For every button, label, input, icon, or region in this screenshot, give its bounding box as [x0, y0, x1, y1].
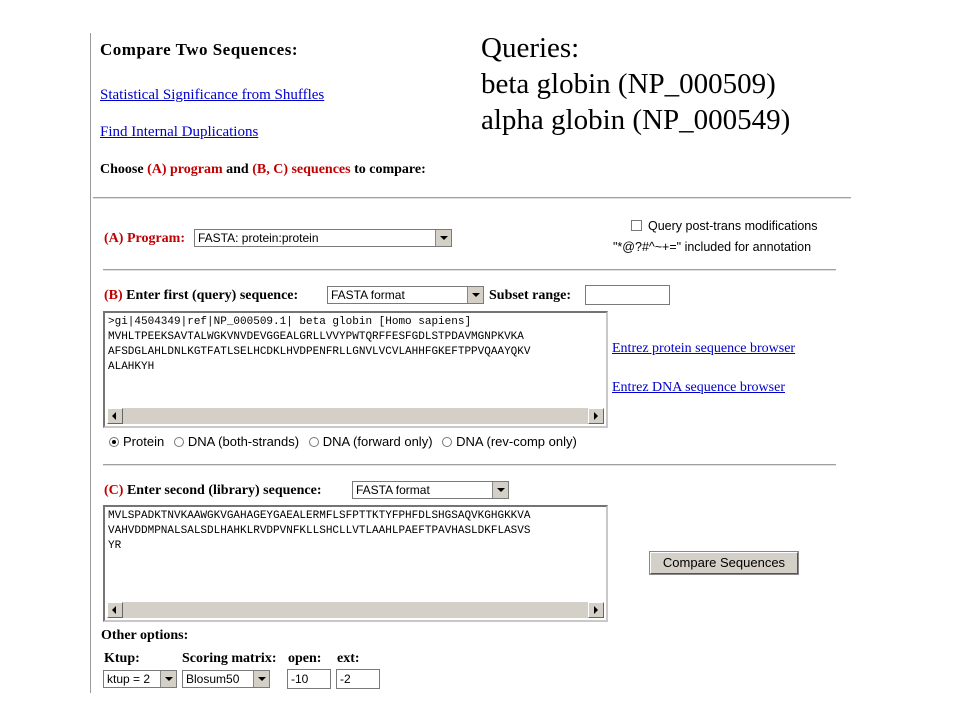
queries-overlay — [481, 30, 790, 138]
scoring-matrix-label: Scoring matrix: — [182, 651, 277, 666]
other-options-title: Other options: — [101, 628, 189, 643]
subset-range-input[interactable] — [585, 285, 670, 305]
radio-button[interactable] — [309, 437, 319, 447]
shuffles-link[interactable]: Statistical Significance from Shuffles — [100, 87, 325, 103]
entrez-protein-link[interactable]: Entrez protein sequence browser — [612, 341, 796, 356]
radio-button[interactable] — [442, 437, 452, 447]
radio-protein-label: Protein — [123, 434, 165, 449]
choose-sequences-text: (B, C) sequences — [252, 162, 351, 177]
choose-and-text: and — [222, 162, 253, 177]
query-alpha-globin: alpha globin (NP_000549) — [481, 104, 791, 136]
scroll-left-icon[interactable] — [107, 408, 123, 424]
queries-heading: Queries: — [481, 32, 580, 64]
ktup-select[interactable] — [103, 670, 177, 688]
gap-open-input[interactable]: -10 — [287, 669, 331, 689]
radio-button[interactable] — [109, 437, 119, 447]
library-format-value: FASTA format — [356, 483, 430, 497]
library-label — [104, 483, 322, 499]
chevron-down-icon — [467, 287, 483, 303]
radio-dna-forward[interactable] — [309, 434, 433, 449]
scoring-matrix-value: Blosum50 — [186, 672, 240, 686]
divider — [103, 464, 836, 466]
compare-sequences-button[interactable]: Compare Sequences — [650, 552, 798, 574]
program-label-text: Program: — [123, 231, 185, 246]
radio-protein[interactable] — [109, 434, 164, 449]
query-format-select[interactable] — [327, 286, 484, 304]
choose-instructions — [100, 162, 426, 178]
left-border-line — [90, 33, 91, 693]
page-title: Compare Two Sequences: — [100, 40, 298, 59]
program-select-value: FASTA: protein:protein — [198, 231, 319, 245]
ptm-checkbox[interactable] — [631, 220, 642, 231]
program-label — [104, 231, 185, 247]
choose-text: Choose — [100, 162, 148, 177]
ptm-option[interactable] — [631, 219, 818, 233]
horizontal-scrollbar[interactable] — [107, 602, 604, 618]
choose-suffix-text: to compare: — [350, 162, 426, 177]
gap-ext-label: ext: — [337, 651, 360, 666]
ptm-note: "*@?#^~+=" included for annotation — [613, 240, 812, 254]
ptm-label: Query post-trans modifications — [648, 219, 818, 233]
scroll-right-icon[interactable] — [588, 408, 604, 424]
horizontal-scrollbar[interactable] — [107, 408, 604, 424]
library-sequence-text: MVLSPADKTNVKAAWGKVGAHAGEYGAEALERMFLSFPTTKTYFPHFDLSHGSAQVKGHGKKVA VAHVDDMPNALSALSDLHAHKLRVDPVNFKLLSHCLLVTLAAHLPAEFTPAVHASLDKFLASVS YR — [108, 510, 531, 552]
ktup-label: Ktup: — [104, 651, 140, 666]
gap-ext-input[interactable]: -2 — [336, 669, 380, 689]
query-sequence-textarea[interactable] — [103, 311, 608, 428]
scroll-right-icon[interactable] — [588, 602, 604, 618]
query-label — [104, 288, 298, 304]
program-select[interactable] — [194, 229, 452, 247]
radio-dna-revcomp[interactable] — [442, 434, 577, 449]
radio-button[interactable] — [174, 437, 184, 447]
scroll-left-icon[interactable] — [107, 602, 123, 618]
radio-dna-forward-label: DNA (forward only) — [322, 434, 433, 449]
query-format-value: FASTA format — [331, 288, 405, 302]
chevron-down-icon — [160, 671, 176, 687]
radio-dna-both-label: DNA (both-strands) — [187, 434, 300, 449]
library-sequence-textarea[interactable] — [103, 505, 608, 622]
choose-program-text: (A) program — [147, 162, 223, 177]
gap-open-label: open: — [288, 651, 322, 666]
scoring-matrix-select[interactable] — [182, 670, 270, 688]
divider — [103, 269, 836, 271]
query-sequence-text: >gi|4504349|ref|NP_000509.1| beta globin [Homo sapiens] MVHLTPEEKSAVTALWGKVNVDEVGGEALGRLLVVYPWTQRFFESFGDLSTPDAVMGNPKVKA AFSDGLAHLDNLKGTFATLSELHCDKLHVDPENFRLLGNVLVCVLAHHFGKEFTPPVQAAYQKV ALAHKYH — [108, 316, 531, 373]
radio-dna-both[interactable] — [174, 434, 299, 449]
library-label-tag: (C) — [104, 483, 124, 498]
entrez-dna-link[interactable]: Entrez DNA sequence browser — [612, 380, 785, 395]
divider — [93, 197, 851, 199]
query-label-tag: (B) — [104, 288, 123, 303]
library-label-text: Enter second (library) sequence: — [123, 483, 322, 498]
program-label-tag: (A) — [104, 231, 124, 246]
chevron-down-icon — [253, 671, 269, 687]
ktup-value: ktup = 2 — [107, 672, 151, 686]
subset-range-label: Subset range: — [489, 288, 572, 303]
chevron-down-icon — [492, 482, 508, 498]
internal-duplications-link[interactable]: Find Internal Duplications — [100, 124, 259, 140]
library-format-select[interactable] — [352, 481, 509, 499]
query-beta-globin: beta globin (NP_000509) — [481, 68, 776, 100]
query-label-text: Enter first (query) sequence: — [122, 288, 299, 303]
sequence-type-radios — [109, 434, 577, 449]
radio-dna-revcomp-label: DNA (rev-comp only) — [456, 434, 577, 449]
chevron-down-icon — [435, 230, 451, 246]
